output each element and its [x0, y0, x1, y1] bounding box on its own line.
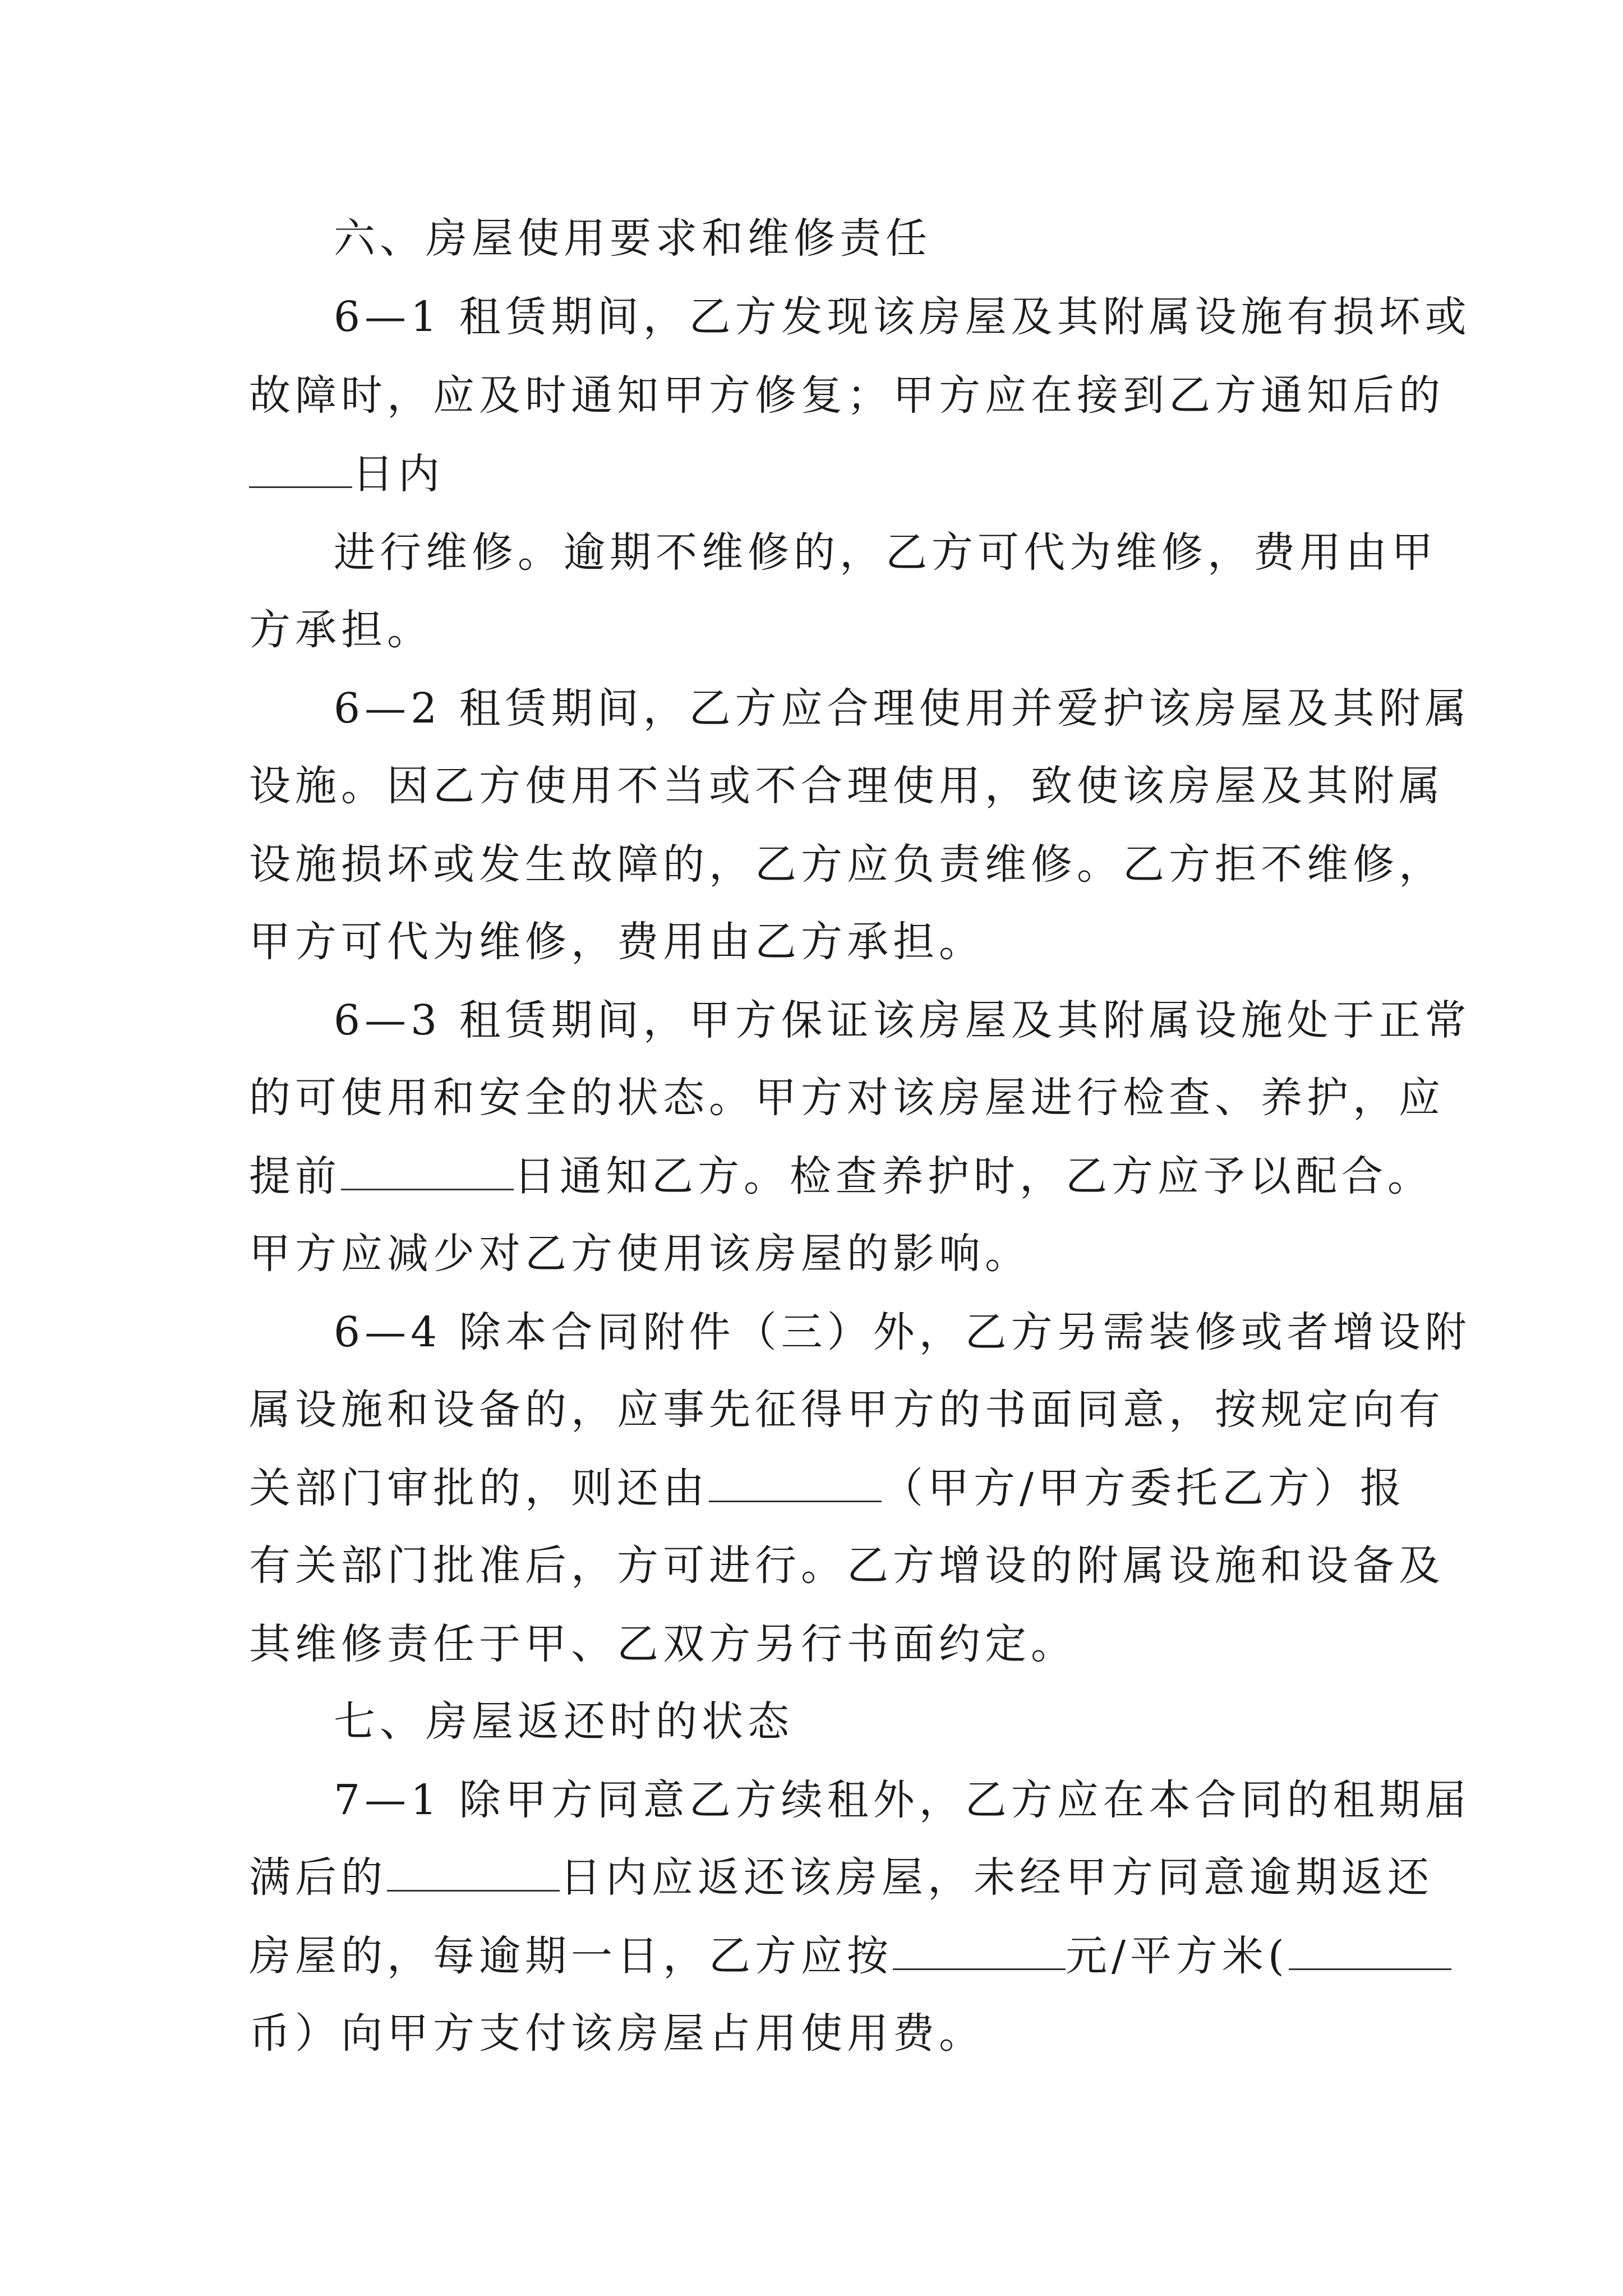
clause-7-1-line-3	[249, 1925, 1451, 1987]
clause-6-2-text-2: 设施。因乙方使用不当或不合理使用，致使该房屋及其附属	[249, 762, 1445, 810]
clause-6-2-text-4: 甲方可代为维修，费用由乙方承担。	[249, 918, 985, 966]
section-7-heading-text: 七、房屋返还时的状态	[334, 1697, 794, 1746]
clause-6-1-line-5	[249, 599, 433, 661]
clause-6-2-text-1: 6—2 租赁期间，乙方应合理使用并爱护该房屋及其附属	[334, 684, 1471, 733]
clause-6-4-text-1: 6—4 除本合同附件（三）外，乙方另需装修或者增设附	[334, 1308, 1471, 1356]
clause-6-4-text-3a: 关部门审批的，则还由	[249, 1464, 709, 1512]
clause-6-4-text-3b: （甲方/甲方委托乙方）报	[882, 1464, 1406, 1512]
clause-6-4-text-5: 其维修责任于甲、乙双方另行书面约定。	[249, 1620, 1077, 1668]
clause-6-3-line-2	[249, 1067, 1445, 1129]
blank-repair-days	[249, 452, 352, 488]
clause-6-4-line-1	[334, 1301, 1471, 1363]
clause-6-1-line-2	[249, 365, 1445, 426]
section-6-heading-text: 六、房屋使用要求和维修责任	[334, 214, 932, 263]
blank-fee-amount	[893, 1934, 1066, 1970]
clause-6-1-line-4	[334, 522, 1437, 583]
clause-6-3-line-1	[334, 990, 1471, 1051]
clause-6-4-text-4: 有关部门批准后，方可进行。乙方增设的附属设施和设备及	[249, 1542, 1445, 1590]
section-7-heading	[334, 1691, 794, 1752]
clause-6-4-line-2	[249, 1379, 1445, 1441]
clause-6-4-text-2: 属设施和设备的，应事先征得甲方的书面同意，按规定向有	[249, 1386, 1445, 1434]
clause-6-2-line-4	[249, 911, 985, 973]
clause-7-1-text-2b: 日内应返还该房屋，未经甲方同意逾期返还	[560, 1853, 1433, 1902]
clause-7-1-line-2	[249, 1847, 1433, 1908]
clause-7-1-text-2a: 满后的	[249, 1853, 387, 1902]
clause-6-4-line-4	[249, 1535, 1445, 1596]
clause-6-3-line-3	[249, 1145, 1433, 1207]
clause-6-3-line-4	[249, 1223, 1031, 1285]
clause-6-1-text-4: 进行维修。逾期不维修的，乙方可代为维修，费用由甲	[334, 528, 1437, 577]
blank-notice-days	[341, 1154, 514, 1190]
clause-6-3-text-3a: 提前	[249, 1152, 341, 1200]
clause-6-3-text-2: 的可使用和安全的状态。甲方对该房屋进行检查、养护，应	[249, 1074, 1445, 1122]
blank-currency	[1289, 1934, 1451, 1970]
clause-6-2-text-3: 设施损坏或发生故障的，乙方应负责维修。乙方拒不维修，	[249, 840, 1445, 889]
clause-7-1-text-3b: 元/平方米(	[1066, 1932, 1289, 1980]
clause-6-1-text-5: 方承担。	[249, 606, 433, 654]
clause-6-1-text-2: 故障时，应及时通知甲方修复；甲方应在接到乙方通知后的	[249, 371, 1445, 420]
clause-6-4-line-3	[249, 1457, 1406, 1519]
clause-6-1-line-3	[249, 443, 444, 505]
section-6-heading	[334, 208, 932, 269]
clause-7-1-line-4	[249, 2003, 985, 2064]
clause-7-1-text-3a: 房屋的，每逾期一日，乙方应按	[249, 1932, 893, 1980]
clause-7-1-text-1: 7—1 除甲方同意乙方续租外，乙方应在本合同的租期届	[334, 1776, 1471, 1824]
clause-7-1-text-4: 币）向甲方支付该房屋占用使用费。	[249, 2009, 985, 2058]
clause-6-4-line-5	[249, 1613, 1077, 1675]
blank-return-days	[387, 1855, 560, 1892]
clause-6-2-line-3	[249, 834, 1445, 895]
clause-6-3-text-4: 甲方应减少对乙方使用该房屋的影响。	[249, 1230, 1031, 1278]
clause-6-2-line-1	[334, 678, 1471, 739]
clause-6-1-line-1	[334, 286, 1471, 348]
blank-approval-party	[709, 1466, 882, 1502]
clause-6-1-text-1: 6—1 租赁期间，乙方发现该房屋及其附属设施有损坏或	[334, 293, 1471, 341]
clause-6-2-line-2	[249, 755, 1445, 817]
clause-6-3-text-3b: 日通知乙方。检查养护时，乙方应予以配合。	[514, 1152, 1433, 1200]
clause-6-3-text-1: 6—3 租赁期间，甲方保证该房屋及其附属设施处于正常	[334, 996, 1471, 1045]
clause-7-1-line-1	[334, 1769, 1471, 1831]
clause-6-1-text-3: 日内	[352, 450, 444, 498]
